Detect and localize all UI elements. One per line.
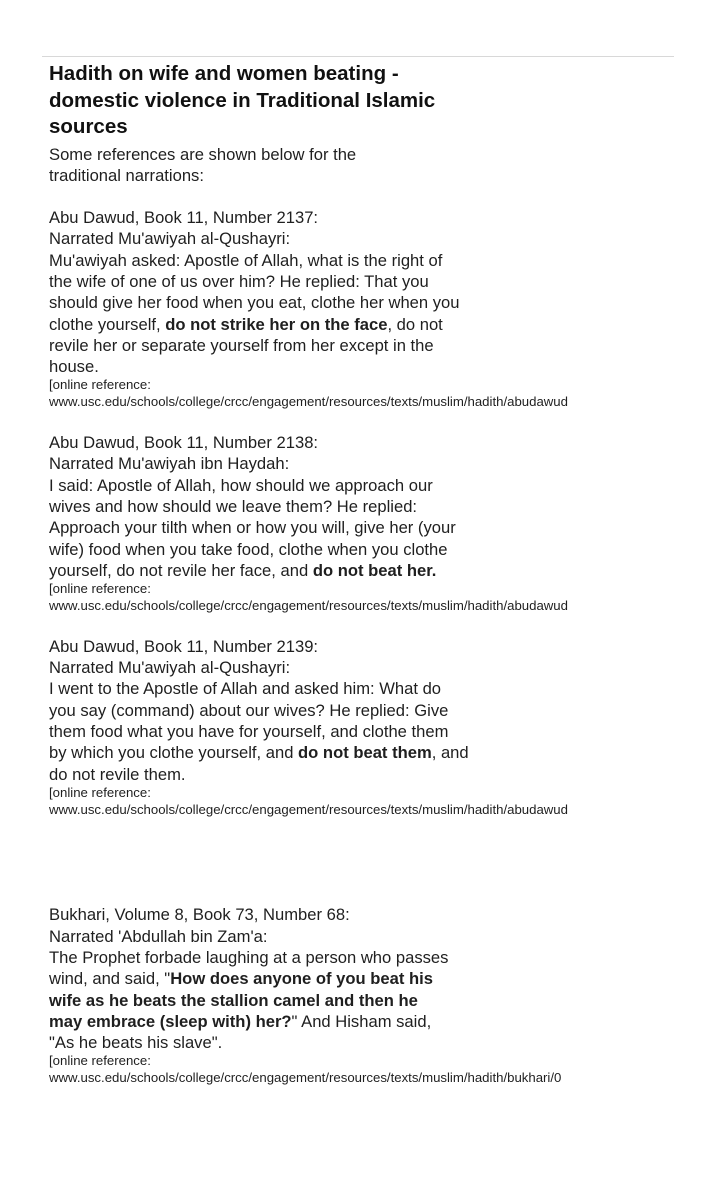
reference-link[interactable]: www.usc.edu/schools/college/crcc/engagement/resources/texts/muslim/hadith/abudawud: [49, 597, 568, 613]
entry-emphasis: do not beat her.: [312, 560, 437, 580]
reference-link[interactable]: www.usc.edu/schools/college/crcc/engagement/resources/texts/muslim/hadith/abudawud: [49, 801, 568, 817]
entry-source: Abu Dawud, Book 11, Number 2137:: [49, 208, 319, 228]
hadith-entry-2137: [49, 207, 673, 411]
document-title: Hadith on wife and women beating - domestic violence in Traditional Islamic sources: [49, 62, 436, 138]
intro-text: Some references are shown below for the traditional narrations:: [49, 144, 357, 185]
entry-text: [49, 250, 467, 378]
entry-text: [49, 678, 469, 784]
entry-text: [49, 947, 449, 1053]
entry-source: Bukhari, Volume 8, Book 73, Number 68:: [49, 905, 350, 925]
entry-source: Abu Dawud, Book 11, Number 2139:: [49, 636, 319, 656]
entry-text-start: The Prophet forbade laughing at a person who passes wind, and said, ": [49, 948, 449, 989]
entry-emphasis: do not strike her on the face: [165, 314, 388, 334]
entry-source: Abu Dawud, Book 11, Number 2138:: [49, 433, 319, 453]
reference-label: [online reference:: [49, 377, 151, 393]
reference-label: [online reference:: [49, 1053, 151, 1069]
hadith-entry-2138: [49, 432, 673, 615]
entry-text-end: " And Hisham said, "As he beats his slave".: [49, 1011, 432, 1053]
reference-link[interactable]: www.usc.edu/schools/college/crcc/engagement/resources/texts/muslim/hadith/abudawud: [49, 394, 568, 410]
top-divider: [42, 56, 674, 57]
entry-text-end: , do not revile her or separate yourself from her except in the house.: [49, 314, 443, 377]
hadith-entry-2139: [49, 636, 673, 819]
entry-text-start: I went to the Apostle of Allah and asked him: What do you say (command) about our wives? He replied: Give them food what you have for yourself, and clothe them by which you clothe yourself, and: [49, 679, 449, 763]
entry-narrator: Narrated Mu'awiyah al-Qushayri:: [49, 229, 291, 249]
document-page: [49, 61, 673, 1087]
reference-label: [online reference:: [49, 581, 151, 597]
entry-narrator: Narrated 'Abdullah bin Zam'a:: [49, 926, 268, 946]
entry-text-end: , and do not revile them.: [49, 743, 469, 784]
entry-text: [49, 475, 471, 581]
hadith-entry-bukhari-68: [49, 904, 673, 1087]
reference-label: [online reference:: [49, 784, 151, 800]
entry-text-start: I said: Apostle of Allah, how should we approach our wives and how should we leave them? He replied: Approach your tilth when or how you will, give her (your wife) food when you take food, clothe when you clothe yourself, do not revile her face, and: [49, 475, 456, 580]
entry-narrator: Narrated Mu'awiyah al-Qushayri:: [49, 658, 291, 678]
entry-emphasis: do not beat them: [298, 743, 432, 763]
entry-narrator: Narrated Mu'awiyah ibn Haydah:: [49, 454, 290, 474]
reference-link[interactable]: www.usc.edu/schools/college/crcc/engagement/resources/texts/muslim/hadith/bukhari/0: [49, 1070, 562, 1086]
entry-text-start: Mu'awiyah asked: Apostle of Allah, what is the right of the wife of one of us over him? He replied: That you should give her food when you eat, clothe her when you clothe yourself,: [49, 250, 460, 334]
entry-emphasis: How does anyone of you beat his wife as he beats the stallion camel and then he may embrace (sleep with) her?: [49, 969, 433, 1031]
